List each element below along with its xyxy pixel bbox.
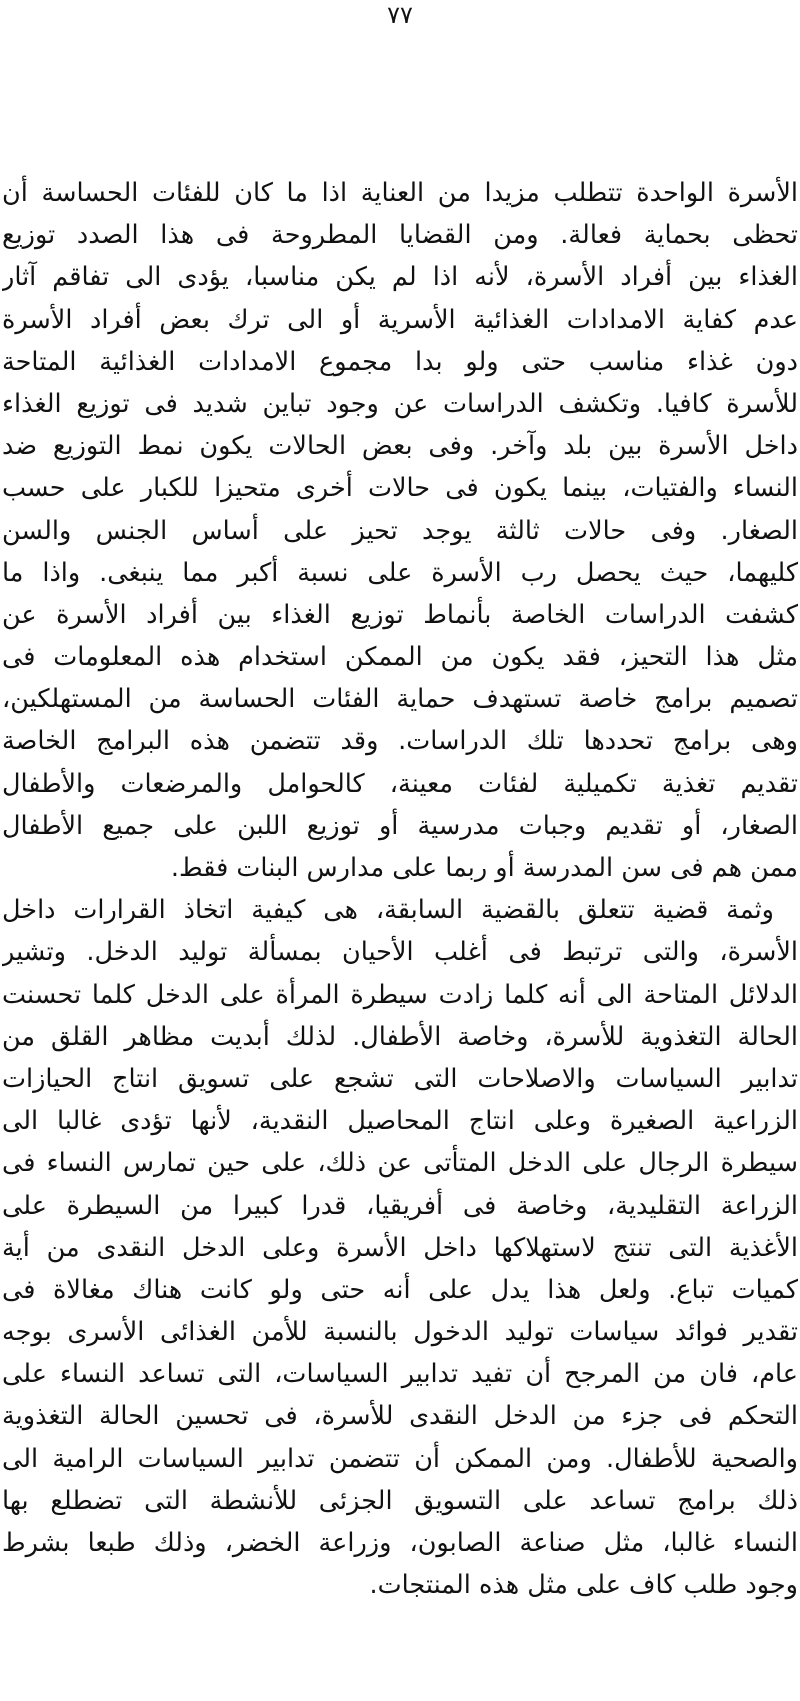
text-line: الأسرة، والتى ترتبط فى أغلب الأحيان بمسألة توليد الدخل. وتشير [2,937,798,968]
text-line: عام، فان من المرجح أن تفيد تدابير السياسات، التى تساعد النساء على [2,1359,798,1390]
text-line: الغذاء بين أفراد الأسرة، لأنه اذا لم يكن مناسبا، يؤدى الى تفاقم آثار [2,262,798,293]
text-line: وهى برامج تحددها تلك الدراسات. وقد تتضمن هذه البرامج الخاصة [2,726,798,757]
text-line: الحالة التغذوية للأسرة، وخاصة الأطفال. لذلك أبديت مظاهر القلق من [2,1021,798,1052]
text-line: تقديم تغذية تكميلية لفئات معينة، كالحوامل والمرضعات والأطفال [2,768,798,799]
text-line: تحظى بحماية فعالة. ومن القضايا المطروحة فى هذا الصدد توزيع [2,220,798,251]
text-line: النساء والفتيات، بينما يكون فى حالات أخرى متحيزا للكبار على حسب [2,473,798,504]
text-line: كميات تباع. ولعل هذا يدل على أنه حتى ولو كانت هناك مغالاة فى [2,1274,798,1305]
text-line: الدلائل المتاحة الى أنه كلما زادت سيطرة المرأة على الدخل كلما تحسنت [2,979,798,1010]
text-line: الزراعة التقليدية، وخاصة فى أفريقيا، قدرا كبيرا من السيطرة على [2,1190,798,1221]
page-number: ٧٧ [387,1,413,29]
text-line: والصحية للأطفال. ومن الممكن أن تتضمن تدابير السياسات الرامية الى [2,1443,798,1474]
text-line: تدابير السياسات والاصلاحات التى تشجع على تسويق انتاج الحيازات [2,1063,798,1094]
text-line: النساء غالبا، مثل صناعة الصابون، وزراعة الخضر، وذلك طبعا بشرط [2,1528,798,1558]
paragraph-end-line: وجود طلب كاف على مثل هذه المنتجات. [369,1570,798,1601]
text-line: ذلك برامج تساعد على التسويق الجزئى للأنشطة التى تضطلع بها [2,1485,798,1516]
paragraph-end-line: ممن هم فى سن المدرسة أو ربما على مدارس البنات فقط. [170,853,798,883]
text-line: مثل هذا التحيز، فقد يكون من الممكن استخدام هذه المعلومات فى [2,642,798,673]
text-line: داخل الأسرة بين بلد وآخر. وفى بعض الحالات يكون نمط التوزيع ضد [2,431,798,462]
text-line: كليهما، حيث يحصل رب الأسرة على نسبة أكبر مما ينبغى. واذا ما [2,557,798,588]
text-line: كشفت الدراسات الخاصة بأنماط توزيع الغذاء بين أفراد الأسرة عن [2,599,798,630]
paragraph-start-line: وثمة قضية تتعلق بالقضية السابقة، هى كيفية اتخاذ القرارات داخل [2,895,774,926]
body-text [2,172,798,1606]
text-line: دون غذاء مناسب حتى ولو بدا مجموع الامدادات الغذائية المتاحة [2,346,798,377]
text-line: سيطرة الرجال على الدخل المتأتى عن ذلك، على حين تمارس النساء فى [2,1148,798,1179]
text-line: الصغار، أو تقديم وجبات مدرسية أو توزيع اللبن على جميع الأطفال [2,810,798,841]
text-line: الزراعية الصغيرة وعلى انتاج المحاصيل النقدية، لأنها تؤدى غالبا الى [2,1106,798,1137]
text-line: الأغذية التى تنتج لاستهلاكها داخل الأسرة وعلى الدخل النقدى من أية [2,1232,798,1263]
text-line: عدم كفاية الامدادات الغذائية الأسرية أو الى ترك بعض أفراد الأسرة [2,304,798,335]
text-line: الأسرة الواحدة تتطلب مزيدا من العناية اذا ما كان للفئات الحساسة أن [2,178,798,208]
text-line: للأسرة كافيا. وتكشف الدراسات عن وجود تباين شديد فى توزيع الغذاء [2,388,798,419]
text-line: تصميم برامج خاصة تستهدف حماية الفئات الحساسة من المستهلكين، [2,684,798,715]
text-line: التحكم فى جزء من الدخل النقدى للأسرة، فى تحسين الحالة التغذوية [2,1401,798,1432]
text-line: تقدير فوائد سياسات توليد الدخول بالنسبة للأمن الغذائى الأسرى بوجه [2,1317,798,1348]
text-line: الصغار. وفى حالات ثالثة يوجد تحيز على أساس الجنس والسن [2,515,798,546]
